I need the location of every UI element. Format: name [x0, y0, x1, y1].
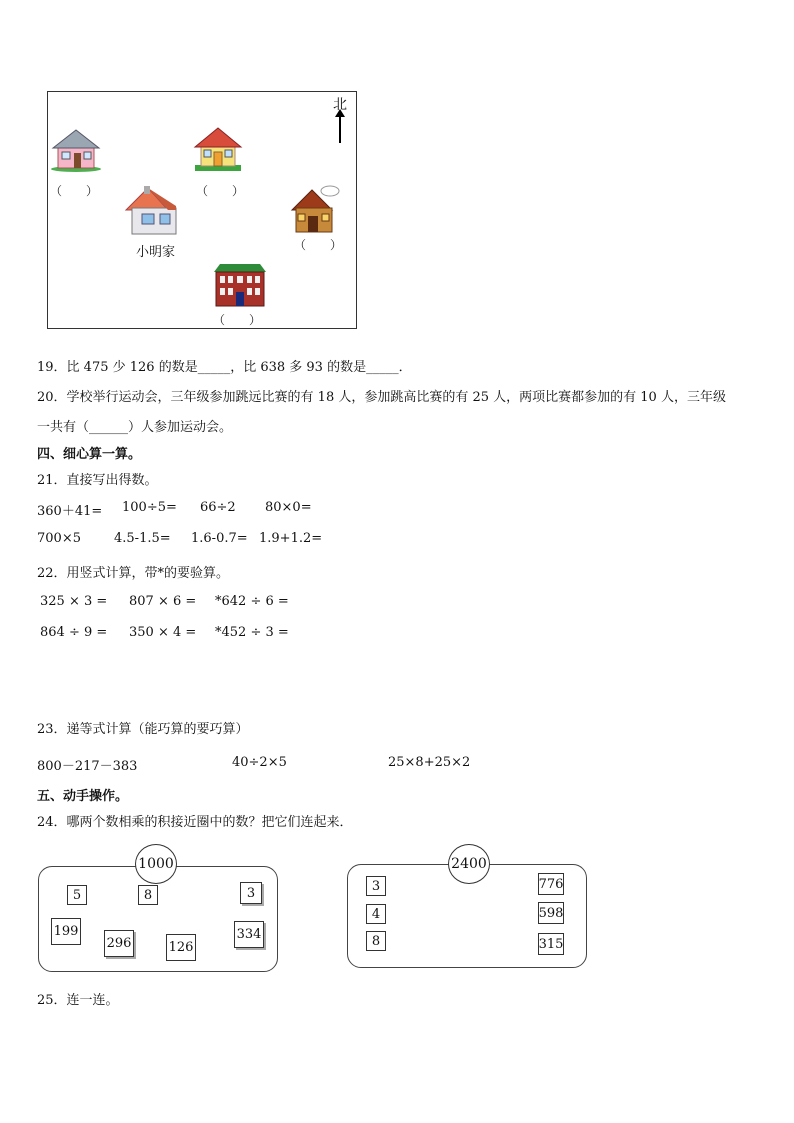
xiaoming-house-icon	[124, 184, 180, 236]
number-box[interactable]: 315	[538, 933, 564, 955]
target-circle-2400: 2400	[448, 844, 490, 884]
q21-item: 360＋41=	[37, 504, 103, 519]
hut-icon	[290, 184, 342, 234]
number-box[interactable]: 5	[67, 885, 87, 905]
question-24: 24．哪两个数相乘的积接近圈中的数？把它们连起来．	[37, 815, 353, 830]
pink-house-icon	[50, 128, 102, 172]
number-box[interactable]: 3	[366, 876, 386, 896]
number-box[interactable]: 4	[366, 904, 386, 924]
q23-item: 800－217－383	[37, 759, 138, 774]
number-box[interactable]: 199	[51, 918, 81, 945]
blank-east: （ ）	[294, 238, 343, 252]
q21-item: 80×0=	[265, 500, 312, 515]
q21-item: 700×5	[37, 531, 81, 546]
q23-item: 40÷2×5	[232, 755, 287, 770]
north-label: 北	[333, 97, 347, 113]
question-20-line1: 20．学校举行运动会，三年级参加跳远比赛的有 18 人，参加跳高比赛的有 25 人，两项比赛都参加的有 10 人，三年级	[37, 390, 726, 405]
q21-item: 1.9+1.2=	[259, 531, 323, 546]
q22-item: *452 ÷ 3 =	[215, 625, 289, 640]
number-box[interactable]: 334	[234, 921, 264, 948]
q23-item: 25×8+25×2	[388, 755, 471, 770]
question-25: 25．连一连。	[37, 993, 119, 1008]
q22-item: 325 × 3 =	[40, 594, 108, 609]
number-box[interactable]: 296	[104, 930, 134, 957]
question-23: 23．递等式计算（能巧算的要巧算）	[37, 722, 249, 737]
blank-west: （ ）	[50, 184, 99, 198]
yellow-house-icon	[193, 125, 243, 173]
q21-item: 1.6-0.7=	[191, 531, 248, 546]
blank-south: （ ）	[213, 313, 262, 327]
section-5-heading: 五、动手操作。	[37, 789, 129, 804]
section-4-heading: 四、细心算一算。	[37, 447, 142, 462]
number-box[interactable]: 598	[538, 902, 564, 924]
number-box[interactable]: 126	[166, 934, 196, 961]
q22-item: 807 × 6 =	[129, 594, 197, 609]
q21-item: 100÷5=	[122, 500, 177, 515]
number-box[interactable]: 8	[366, 931, 386, 951]
question-19: 19．比 475 少 126 的数是_____，比 638 多 93 的数是_____．	[37, 360, 412, 375]
q21-item: 66÷2	[200, 500, 236, 515]
number-box[interactable]: 776	[538, 873, 564, 895]
question-21: 21．直接写出得数。	[37, 473, 158, 488]
north-arrow-icon	[339, 115, 341, 143]
q22-item: 350 × 4 =	[129, 625, 197, 640]
q22-item: 864 ÷ 9 =	[40, 625, 108, 640]
target-circle-1000: 1000	[135, 844, 177, 884]
q21-item: 4.5-1.5=	[114, 531, 171, 546]
question-22: 22．用竖式计算，带*的要验算。	[37, 566, 230, 581]
xiaoming-house-label: 小明家	[136, 245, 176, 260]
number-box[interactable]: 3	[240, 882, 262, 904]
number-box[interactable]: 8	[138, 885, 158, 905]
question-20-line2: 一共有（______）人参加运动会。	[37, 420, 233, 435]
school-building-icon	[214, 262, 266, 308]
direction-map	[47, 91, 357, 329]
q22-item: *642 ÷ 6 =	[215, 594, 289, 609]
blank-north: （ ）	[196, 184, 245, 198]
